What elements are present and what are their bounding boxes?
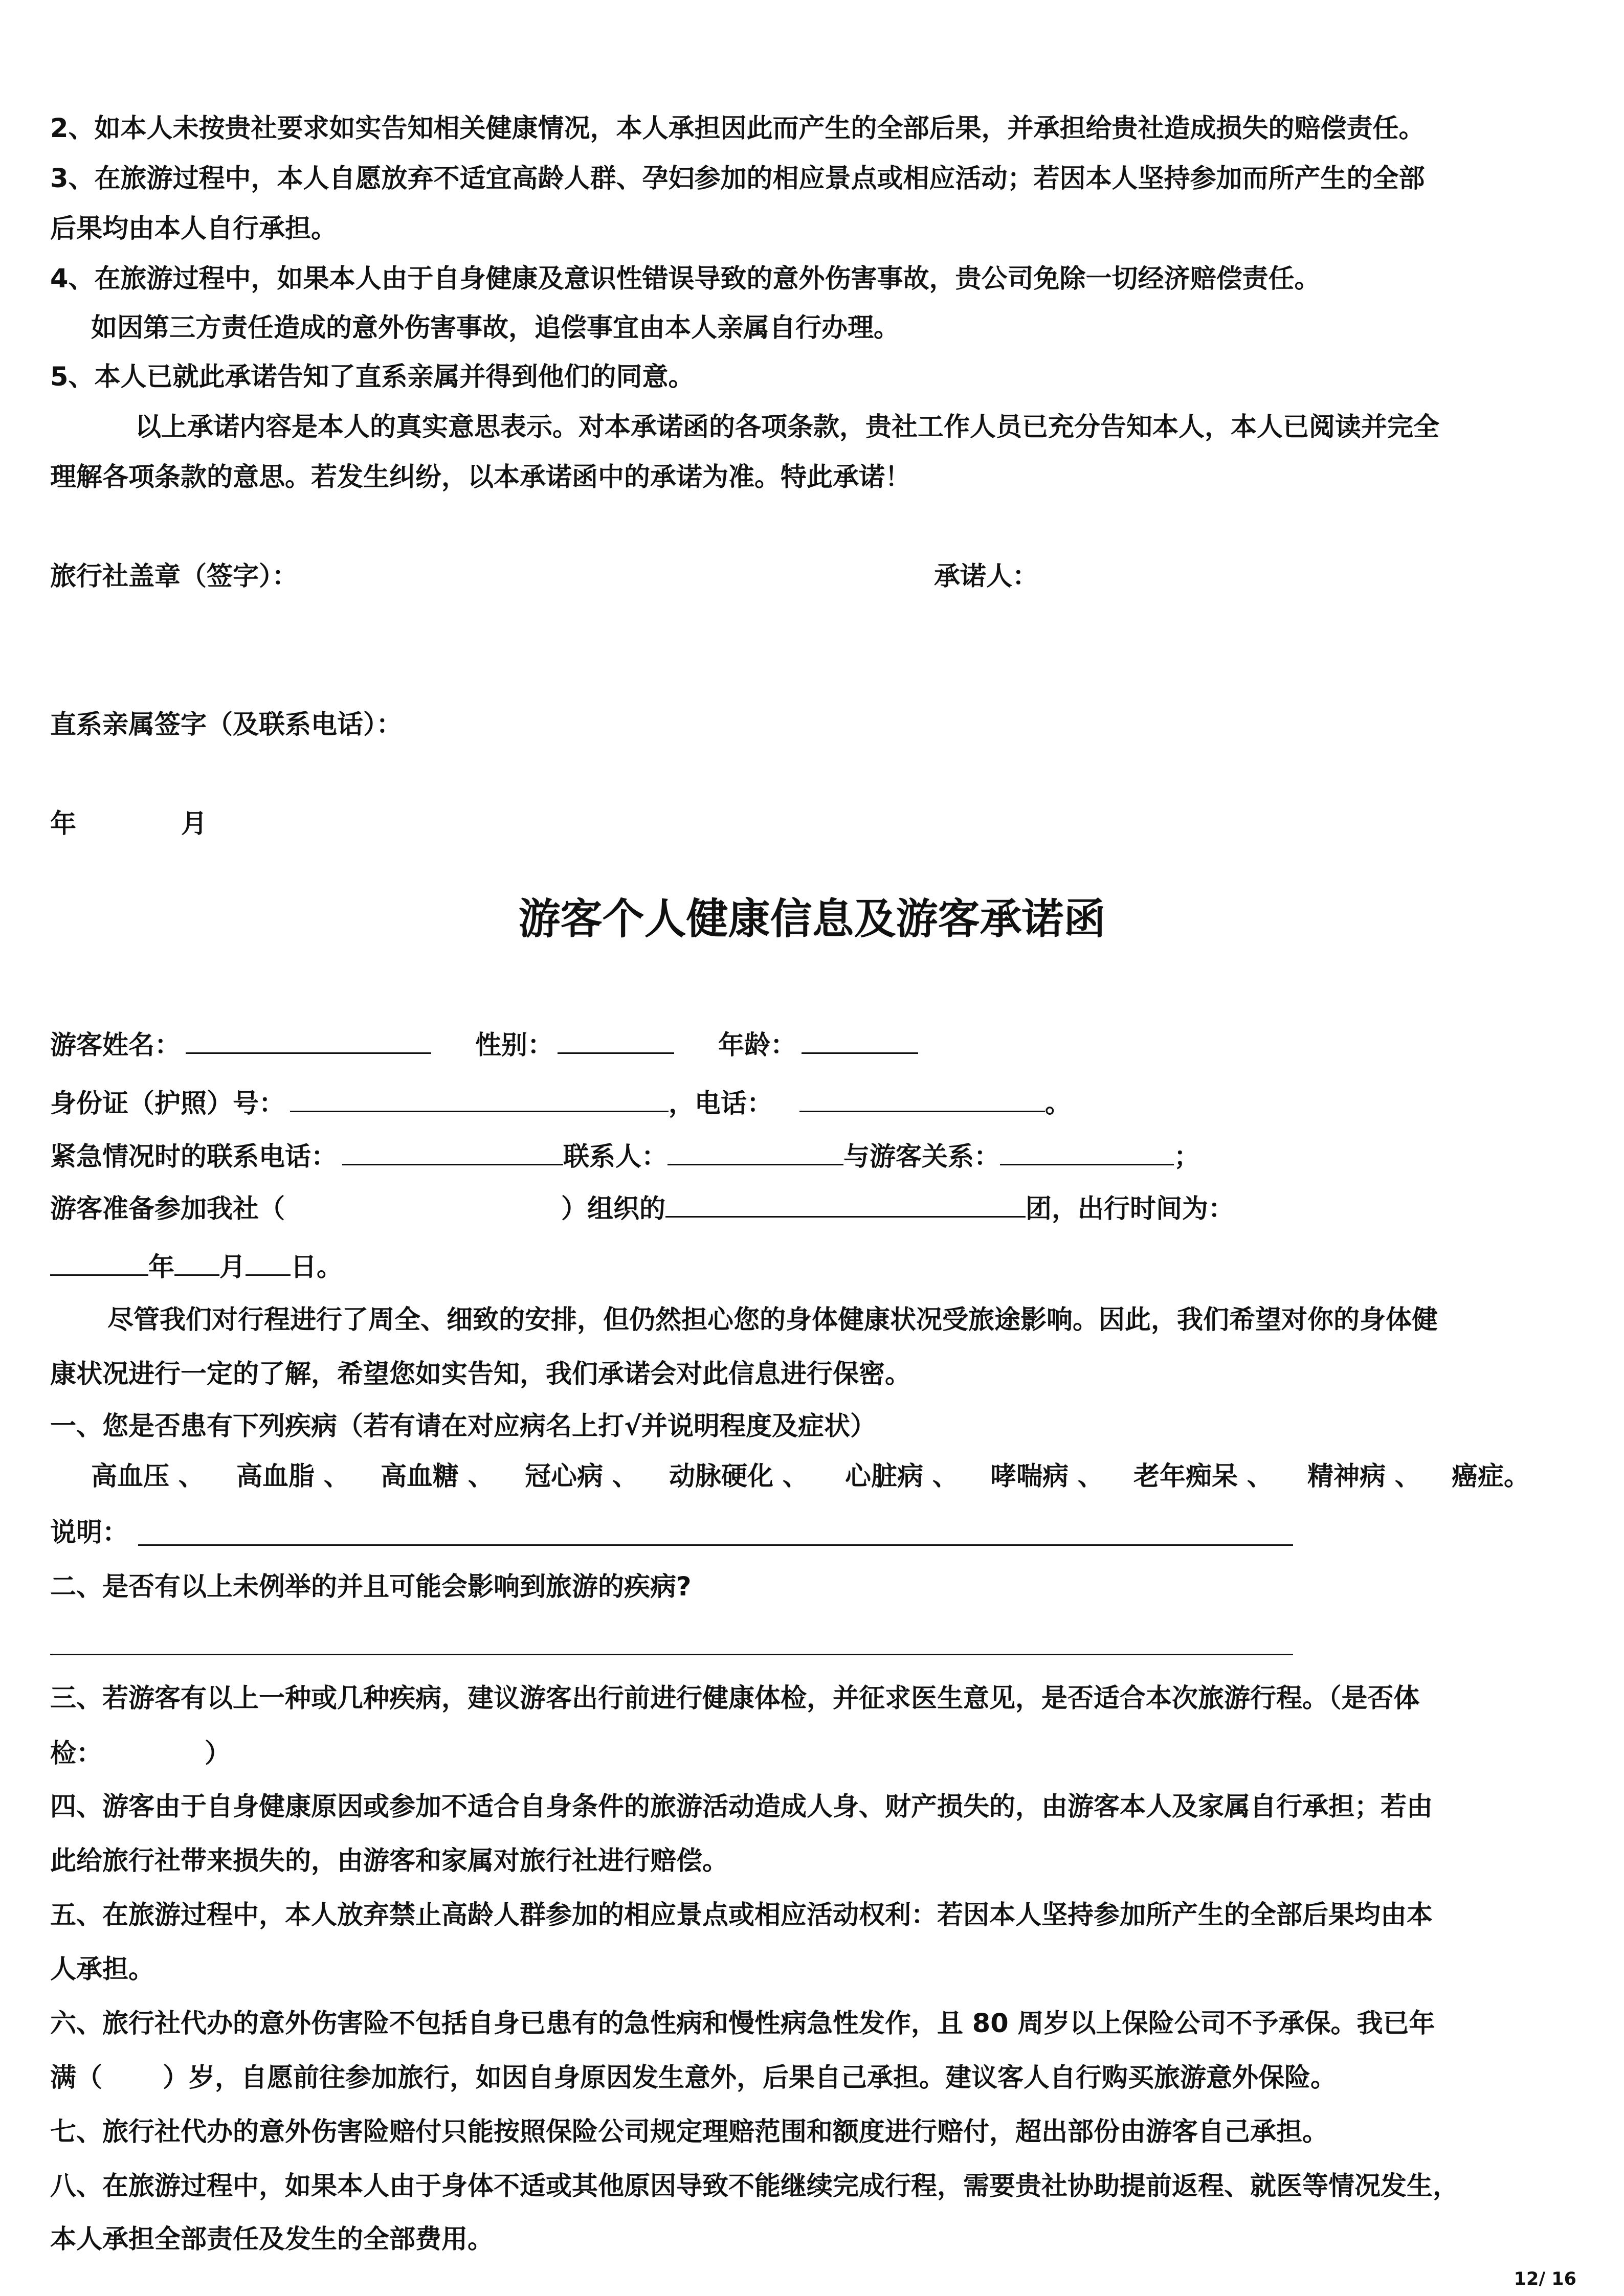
question-4-line-2: 此给旅行社带来损失的，由游客和家属对旅行社进行赔偿。: [50, 1846, 729, 1876]
clause-4-line-1: 4、在旅游过程中，如果本人由于自身健康及意识性错误导致的意外伤害事故，贵公司免除一切经济赔偿责任。: [50, 264, 1321, 294]
join-row: [50, 1194, 1234, 1225]
disease-option[interactable]: 高血脂 、: [236, 1461, 350, 1492]
question-1: 一、您是否患有下列疾病（若有请在对应病名上打√并说明程度及症状）: [50, 1411, 877, 1442]
month-label: 月: [181, 809, 208, 839]
age-label: 年龄：: [718, 1030, 797, 1061]
disease-option[interactable]: 癌症。: [1452, 1461, 1530, 1492]
intro-line-1: 尽管我们对行程进行了周全、细致的安排，但仍然担心您的身体健康状况受旅途影响。因此，我们希望对你的身体健: [107, 1305, 1438, 1335]
age-full-rest: ）岁，自愿前往参加旅行，如因自身原因发生意外，后果自己承担。建议客人自行购买旅游意外保险。: [163, 2063, 1337, 2093]
gender-label: 性别：: [475, 1030, 554, 1061]
month-field[interactable]: [174, 1252, 219, 1276]
name-row: [50, 1030, 918, 1061]
disease-option[interactable]: 冠心病 、: [525, 1461, 638, 1492]
question-4-line-1: 四、游客由于自身健康原因或参加不适合自身条件的旅游活动造成人身、财产损失的，由游客本人及家属自行承担；若由: [50, 1792, 1433, 1822]
emergency-row: [50, 1141, 1200, 1173]
clause-5: 5、本人已就此承诺告知了直系亲属并得到他们的同意。: [50, 362, 695, 392]
emergency-phone-field[interactable]: [342, 1141, 563, 1165]
id-field[interactable]: [290, 1088, 669, 1112]
relation-end: ；: [1174, 1142, 1200, 1172]
contact-field[interactable]: [668, 1141, 843, 1165]
closing-line-2: 理解各项条款的意思。若发生纠纷，以本承诺函中的承诺为准。特此承诺！: [50, 462, 911, 492]
emergency-phone-label: 紧急情况时的联系电话：: [50, 1142, 338, 1172]
disease-option[interactable]: 高血压 、: [91, 1461, 205, 1492]
disease-option[interactable]: 心脏病 、: [845, 1461, 959, 1492]
question-7: 七、旅行社代办的意外伤害险赔付只能按照保险公司规定理赔范围和额度进行赔付，超出部份由游客自己承担。: [50, 2117, 1329, 2147]
join-prefix: 游客准备参加我社（: [50, 1194, 285, 1224]
travel-date-row: [50, 1252, 343, 1283]
question-6-line-2: [50, 2063, 1337, 2094]
age-field[interactable]: [802, 1030, 918, 1054]
question-5-line-1: 五、在旅游过程中，本人放弃禁止高龄人群参加的相应景点或相应活动权利：若因本人坚持参加所产生的全部后果均由本: [50, 1900, 1433, 1930]
promisor-label: 承诺人：: [934, 561, 1039, 592]
relation-label: 与游客关系：: [843, 1142, 1000, 1172]
name-field[interactable]: [186, 1030, 431, 1054]
year-label: 年: [50, 809, 77, 839]
relation-field[interactable]: [1000, 1141, 1174, 1165]
question-2: 二、是否有以上未例举的并且可能会影响到旅游的疾病?: [50, 1572, 692, 1602]
other-disease-field[interactable]: [50, 1654, 1293, 1655]
agency-seal-label: 旅行社盖章（签字）：: [50, 561, 298, 592]
phone-end: 。: [1045, 1089, 1072, 1119]
age-full-label: 满（: [50, 2063, 103, 2093]
question-3-line-2: [50, 1739, 231, 1769]
id-row: [50, 1088, 1071, 1119]
question-5-line-2: 人承担。: [50, 1954, 155, 1985]
clause-3-line-2: 后果均由本人自行承担。: [50, 214, 338, 244]
intro-line-2: 康状况进行一定的了解，希望您如实告知，我们承诺会对此信息进行保密。: [50, 1359, 911, 1389]
name-label: 游客姓名：: [50, 1030, 181, 1061]
page-number: 12/ 16: [1514, 2269, 1576, 2289]
disease-option[interactable]: 动脉硬化 、: [669, 1461, 809, 1492]
year-field[interactable]: [50, 1252, 148, 1276]
note-label: 说明：: [50, 1518, 129, 1548]
note-field[interactable]: [138, 1544, 1293, 1546]
clause-3-line-1: 3、在旅游过程中，本人自愿放弃不适宜高龄人群、孕妇参加的相应景点或相应活动；若因本人坚持参加而所产生的全部: [50, 164, 1425, 194]
disease-option[interactable]: 哮喘病 、: [990, 1461, 1104, 1492]
join-suffix: 团，出行时间为：: [1026, 1194, 1235, 1224]
relative-sign-label: 直系亲属签字（及联系电话）：: [50, 710, 403, 740]
disease-option[interactable]: 精神病 、: [1307, 1461, 1421, 1492]
gender-field[interactable]: [558, 1030, 674, 1054]
date-day-label: 日。: [291, 1252, 343, 1282]
page-title: 游客个人健康信息及游客承诺函: [518, 895, 1106, 943]
phone-field[interactable]: [799, 1088, 1045, 1112]
date-month-label: 月: [219, 1252, 246, 1282]
question-8-line-2: 本人承担全部责任及发生的全部费用。: [50, 2224, 494, 2255]
date-year-label: 年: [148, 1252, 175, 1282]
contact-label: 联系人：: [563, 1142, 668, 1172]
clause-2: 2、如本人未按贵社要求如实告知相关健康情况，本人承担因此而产生的全部后果，并承担给贵社造成损失的赔偿责任。: [50, 114, 1425, 144]
closing-line-1: 以上承诺内容是本人的真实意思表示。对本承诺函的各项条款，贵社工作人员已充分告知本人，本人已阅读并完全: [135, 412, 1440, 442]
disease-option[interactable]: 高血糖 、: [381, 1461, 494, 1492]
tour-group-field[interactable]: [665, 1194, 1026, 1218]
clause-4-line-2: 如因第三方责任造成的意外伤害事故，追偿事宜由本人亲属自行办理。: [91, 313, 900, 343]
checkup-close: ）: [205, 1739, 231, 1769]
question-6-line-1: 六、旅行社代办的意外伤害险不包括自身已患有的急性病和慢性病急性发作，且 80 周岁以上保险公司不予承保。我已年: [50, 2009, 1435, 2039]
checkup-label: 检：: [50, 1739, 103, 1769]
question-3-line-1: 三、若游客有以上一种或几种疾病，建议游客出行前进行健康体检，并征求医生意见，是否适合本次旅游行程。（是否体: [50, 1683, 1420, 1714]
day-field[interactable]: [246, 1252, 291, 1276]
join-mid: ）组织的: [561, 1194, 666, 1224]
disease-option[interactable]: 老年痴呆 、: [1133, 1461, 1273, 1492]
id-label: 身份证（护照）号：: [50, 1089, 285, 1119]
phone-label: ，电话：: [669, 1089, 773, 1119]
question-8-line-1: 八、在旅游过程中，如果本人由于身体不适或其他原因导致不能继续完成行程，需要贵社协助提前返程、就医等情况发生，: [50, 2171, 1459, 2201]
